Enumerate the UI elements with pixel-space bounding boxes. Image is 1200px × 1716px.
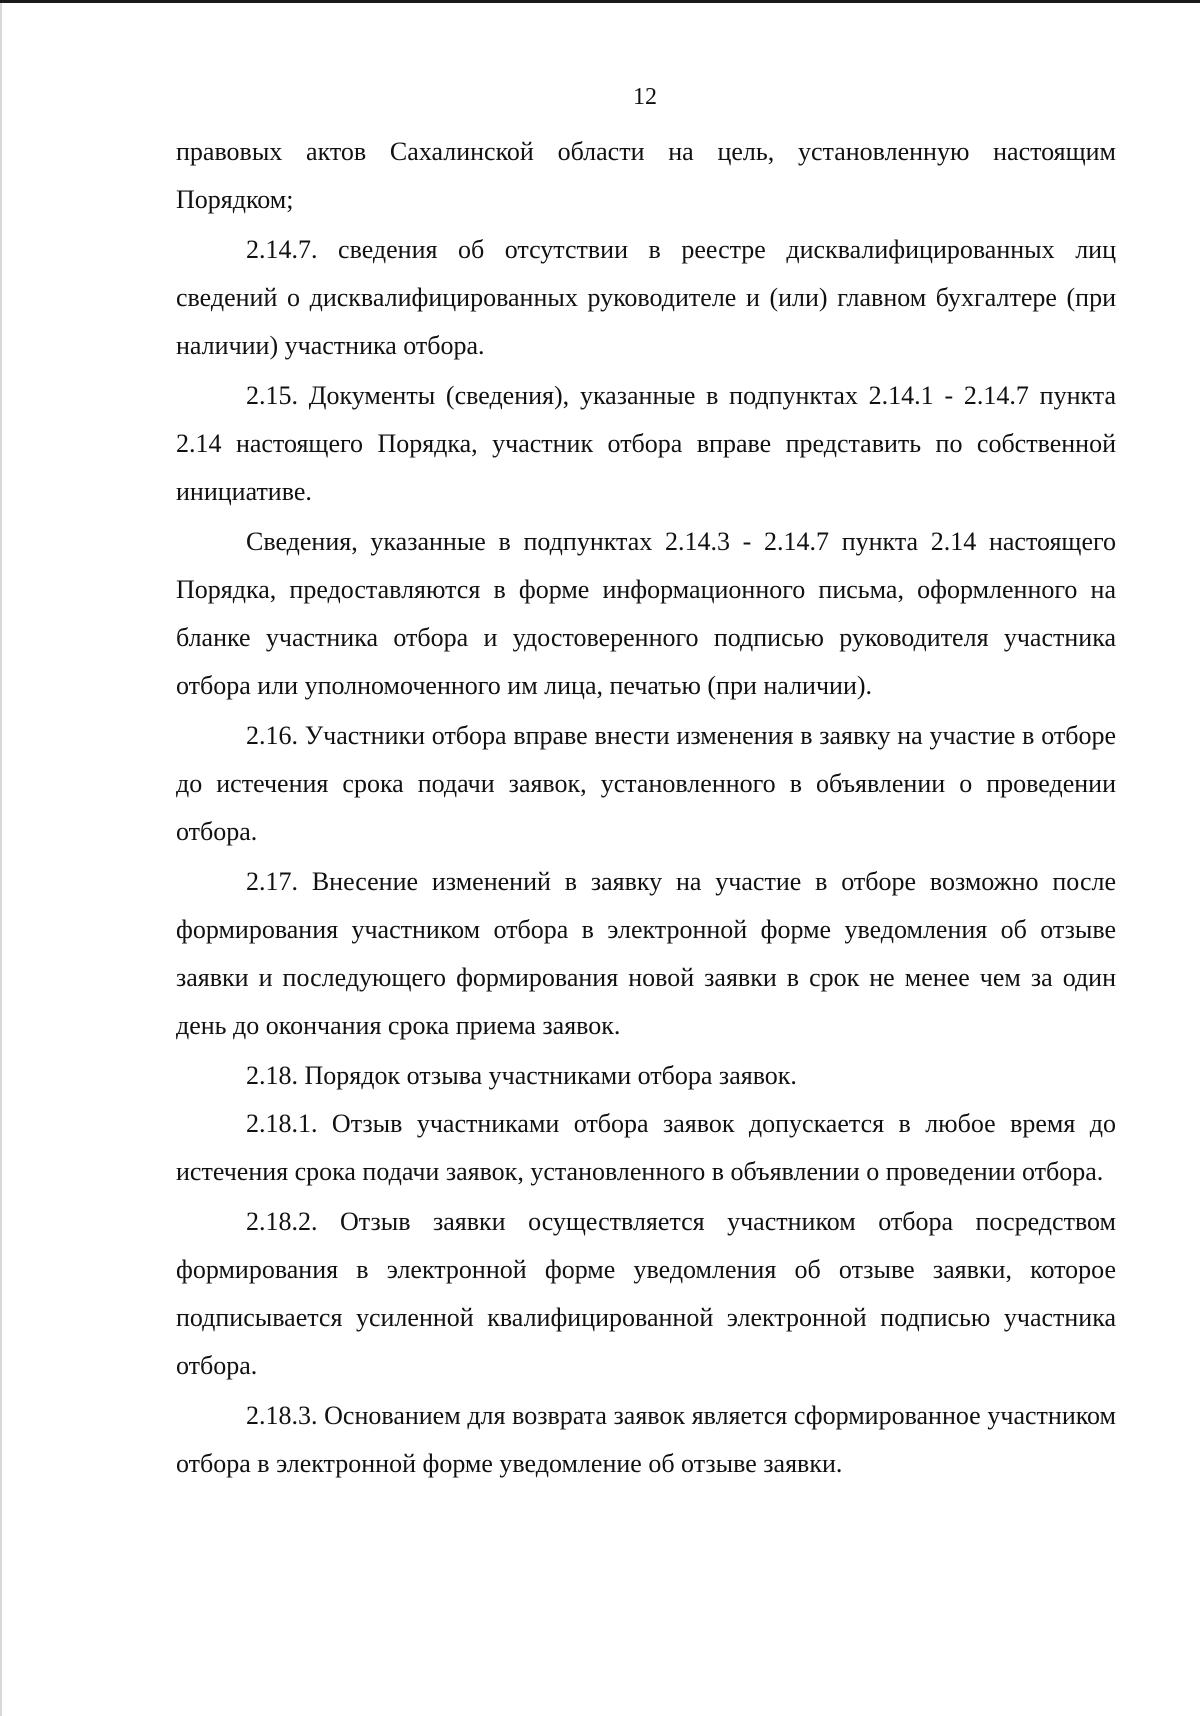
top-rule [0,0,1200,3]
page-number: 12 [633,84,657,110]
document-body [176,128,1116,1488]
paragraph-2-15: 2.15. Документы (сведения), указанные в подпунктах 2.14.1 - 2.14.7 пункта 2.14 настоящего Порядка, участник отбора вправе представить по собственной инициативе. [176,381,1116,506]
left-scan-edge [0,3,2,1716]
paragraph-2-18-1: 2.18.1. Отзыв участниками отбора заявок допускается в любое время до истечения срока подачи заявок, установленного в объявлении о проведении отбора. [176,1109,1116,1186]
paragraph-continuation: правовых актов Сахалинской области на цель, установленную настоящим Порядком; [176,137,1116,214]
paragraph-2-18: 2.18. Порядок отзыва участниками отбора заявок. [246,1061,797,1090]
paragraph-2-16: 2.16. Участники отбора вправе внести изменения в заявку на участие в отборе до истечения срока подачи заявок, установленного в объявлении о проведении отбора. [176,721,1116,846]
paragraph-svedeniya: Сведения, указанные в подпунктах 2.14.3 - 2.14.7 пункта 2.14 настоящего Порядка, предоставляются в форме информационного письма, оформленного на бланке участника отбора и удостоверенного подписью руководителя участника отбора или уполномоченного им лица, печатью (при наличии). [176,527,1116,700]
paragraph-2-14-7: 2.14.7. сведения об отсутствии в реестре дисквалифицированных лиц сведений о дисквалифицированных руководителе и (или) главном бухгалтере (при наличии) участника отбора. [176,235,1116,360]
paragraph-2-18-2: 2.18.2. Отзыв заявки осуществляется участником отбора посредством формирования в электронной форме уведомления об отзыве заявки, которое подписывается усиленной квалифицированной электронной подписью участника отбора. [176,1207,1116,1380]
paragraph-2-18-3: 2.18.3. Основанием для возврата заявок является сформированное участником отбора в электронной форме уведомление об отзыве заявки. [176,1401,1116,1478]
paragraph-2-17: 2.17. Внесение изменений в заявку на участие в отборе возможно после формирования участником отбора в электронной форме уведомления об отзыве заявки и последующего формирования новой заявки в срок не менее чем за один день до окончания срока приема заявок. [176,867,1116,1040]
